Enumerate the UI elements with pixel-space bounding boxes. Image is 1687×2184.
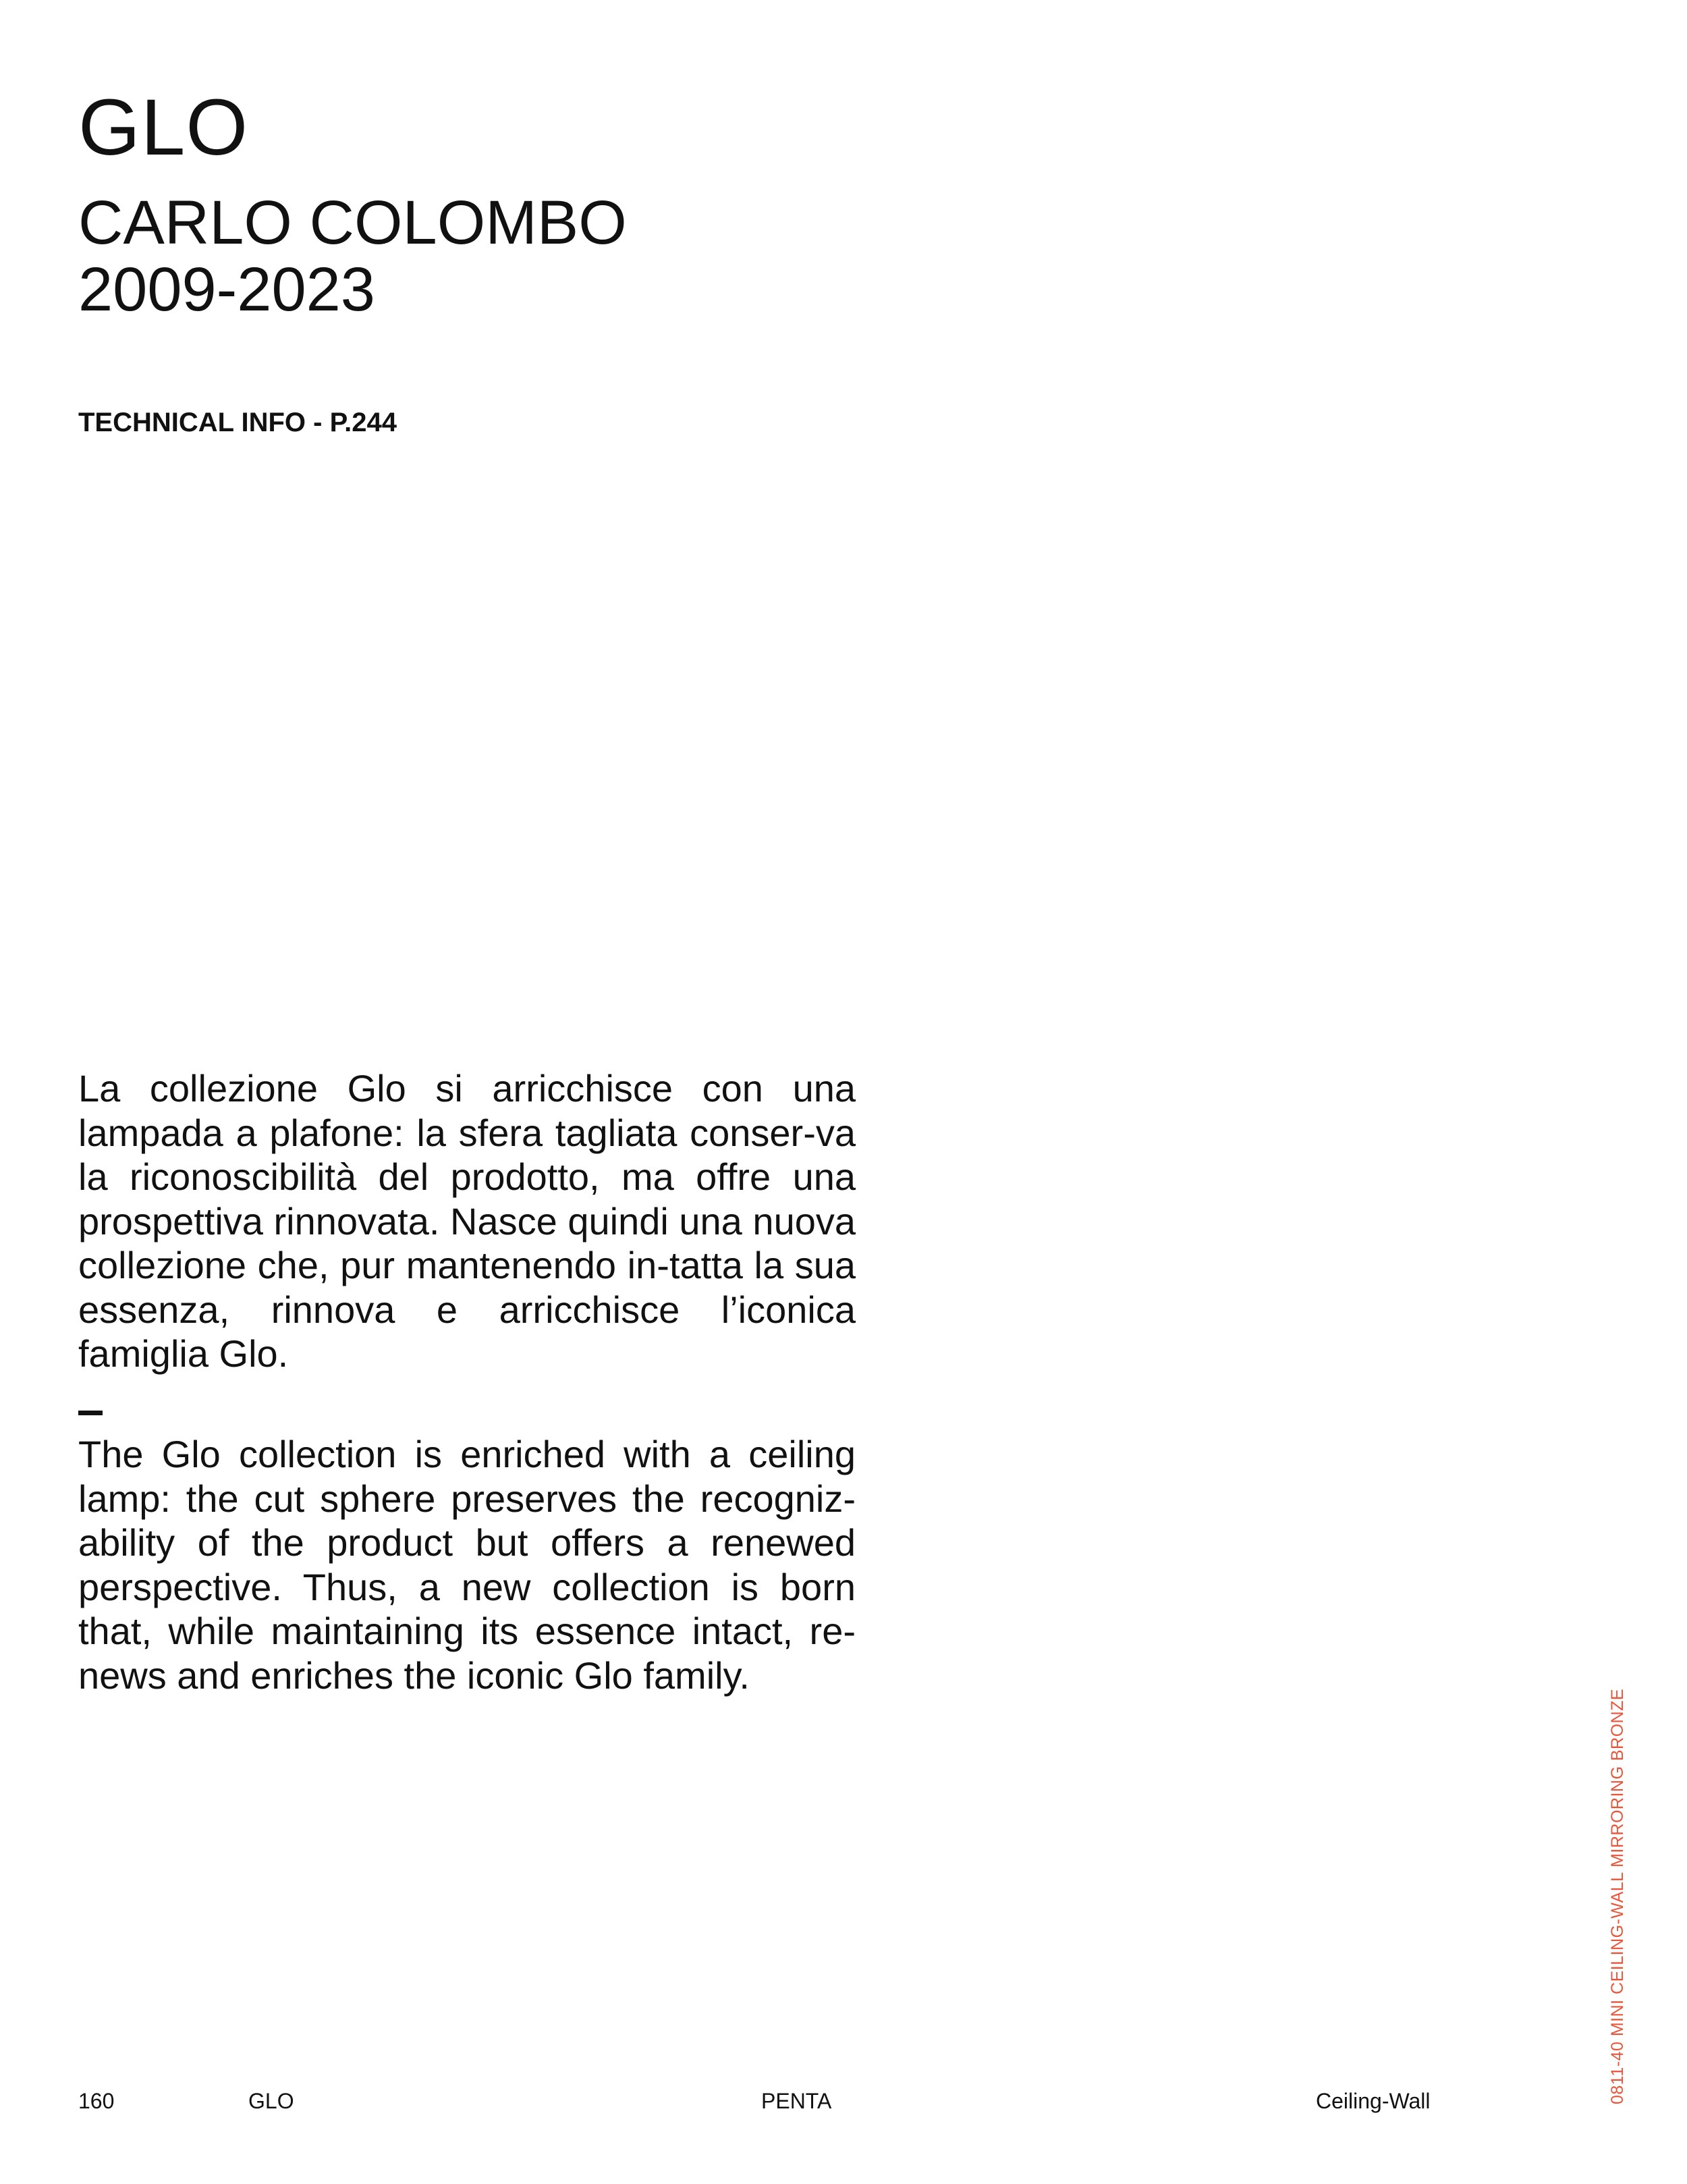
- footer-page-number: 160: [78, 2089, 115, 2113]
- description-italian: La collezione Glo si arricchisce con una lampada a plafone: la sfera tagliata conser-va la riconoscibilità del prodotto, ma offre una prospettiva rinnovata. Nasce quindi una nuova collezione che, pur mantenendo in-tatta la sua essenza, rinnova e arricchisce l’iconica famiglia Glo.: [78, 1067, 856, 1375]
- footer-brand: PENTA: [761, 2089, 832, 2113]
- designer-name: CARLO COLOMBO: [78, 188, 627, 257]
- footer-category: Ceiling-Wall: [1316, 2089, 1431, 2113]
- footer-collection: GLO: [248, 2089, 294, 2113]
- product-code-caption: 0811-40 MINI CEILING-WALL MIRRORING BRONZE: [1608, 1688, 1627, 2104]
- design-years: 2009-2023: [78, 255, 375, 324]
- product-title: GLO: [78, 83, 249, 172]
- description-english: The Glo collection is enriched with a ceiling lamp: the cut sphere preserves the recogniz-ability of the product but offers a renewed perspective. Thus, a new collection is born that, while maintaining its essence intact, re-news and enriches the iconic Glo family.: [78, 1433, 856, 1697]
- technical-info-reference: TECHNICAL INFO - P.244: [78, 408, 397, 437]
- language-separator-dash: [78, 1411, 103, 1415]
